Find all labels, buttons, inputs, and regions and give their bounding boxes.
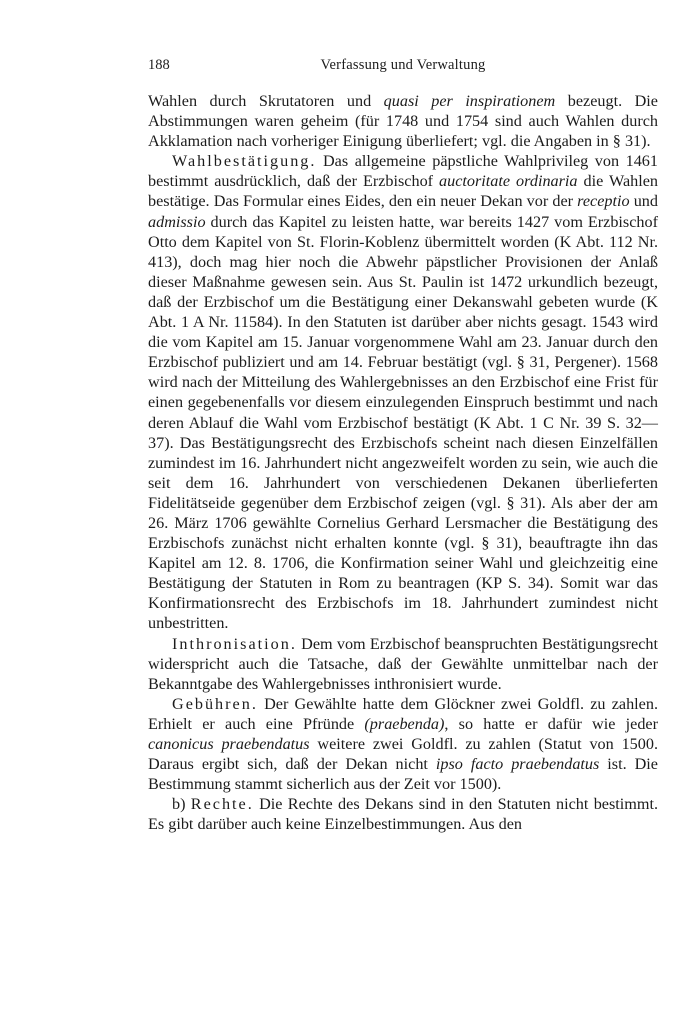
latin-term: admissio [148, 212, 206, 231]
text-run: , so hatte er dafür wie jeder [444, 714, 658, 733]
page-number: 188 [148, 57, 170, 73]
latin-term: (praebenda) [364, 714, 445, 733]
section-heading: Inthronisation. [172, 634, 297, 653]
text-run: ist. Die Bestimmung stammt sicherlich aus der Zeit vor 1500). [148, 755, 658, 794]
latin-term: canonicus praebendatus [148, 735, 310, 753]
section-heading: Rechte. [190, 795, 254, 814]
text-run: Dem vom Erzbischof beanspruchten Bestätigungsrecht widerspricht auch die Tatsache, daß der Gewählte unmittelbar nach der Bekanntgabe des Wahlergebnisses inthronisiert wurde. [148, 634, 658, 693]
paragraph-1 [148, 91, 658, 151]
latin-term: receptio [577, 192, 630, 211]
latin-term: quasi per inspirationem [383, 92, 556, 110]
text-run: Der Gewählte hatte dem Glöckner zwei Goldfl. zu zahlen. Erhielt er auch eine Pfründe [148, 694, 658, 733]
paragraph-inthronisation [148, 634, 658, 694]
text-run: Die Rechte des Dekans sind in den Statuten nicht bestimmt. Es gibt darüber auch keine Einzelbestimmungen. Aus den [148, 795, 658, 834]
paragraph-wahlbestaetigung [148, 151, 658, 633]
text-run: durch das Kapitel zu leisten hatte, war bereits 1427 vom Erzbischof Otto dem Kapitel von St. Florin-Koblenz übermittelt worden (K Abt. 112 Nr. 413), doch mag hier noch die Abwehr päpstlicher Provisionen der Anlaß dieser Maßnahme gewesen sein. Aus St. Paulin ist 1472 urkundlich bezeugt, daß der Erzbischof um die Bestätigung einer Dekanswahl gebeten wurde (K Abt. 1 A Nr. 11584). In den Statuten ist darüber aber nichts gesagt. 1543 wird die vom Kapitel am 15. Januar vorgenommene Wahl am 23. Januar durch den Erzbischof publiziert und am 14. Februar bestätigt (vgl. § 31, Pergener). 1568 wird nach der Mitteilung des Wahlergebnisses an den Erzbischof eine Frist für einen gegebenenfalls vor diesem einzulegenden Einspruch bestimmt und nach deren Ablauf die Wahl vom Erzbischof bestätigt (K Abt. 1 C Nr. 39 S. 32—37). Das Bestätigungsrecht des Erzbischofs scheint nach diesen Einzelfällen zumindest im 16. Jahrhundert nicht angezweifelt worden zu sein, wie auch die seit dem 16. Jahrhundert von verschiedenen Dekanen überlieferten Fidelitätseide gegenüber dem Erzbischof zeigen (vgl. § 31). Als aber der am 26. März 1706 gewählte Cornelius Gerhard Lersmacher die Bestätigung des Erzbischofs zunächst nicht erhalten konnte (vgl. § 31), beauftragte ihn das Kapitel am 12. 8. 1706, die Konfirmation seiner Wahl und gleichzeitig eine Bestätigung der Statuten in Rom zu beantragen (KP S. 34). Somit war das Konfirmationsrecht des Erzbischofs im 18. Jahrhundert zumindest nicht unbestritten. [148, 212, 658, 633]
body-text [148, 91, 658, 834]
paragraph-rechte [148, 794, 658, 834]
page-header [148, 55, 658, 75]
text-run: bezeugt. Die Abstimmungen waren geheim (für 1748 und 1754 sind auch Wahlen durch Akklamation nach vorheriger Einigung überliefert; vgl. die Angaben in § 31). [148, 92, 658, 151]
running-title: Verfassung und Verwaltung [320, 57, 486, 73]
paragraph-gebuehren [148, 694, 658, 794]
latin-term: ipso facto praebendatus [435, 755, 600, 774]
text-run: und [629, 192, 658, 211]
text-run: Das allgemeine päpstliche Wahlprivileg von 1461 bestimmt ausdrücklich, daß der Erzbischof [148, 152, 658, 191]
text-run: Wahlen durch Skrutatoren und [148, 92, 384, 110]
section-heading: Gebühren. [172, 694, 258, 713]
text-run: weitere zwei Goldfl. zu zahlen (Statut von 1500. Daraus ergibt sich, daß der Dekan nicht [148, 735, 658, 774]
latin-term: auctoritate ordinaria [439, 172, 578, 191]
section-heading: Wahlbestätigung. [172, 152, 317, 171]
text-run: die Wahlen bestätige. Das Formular eines Eides, den ein neuer Dekan vor der [148, 172, 658, 211]
list-marker: b) [172, 795, 191, 814]
